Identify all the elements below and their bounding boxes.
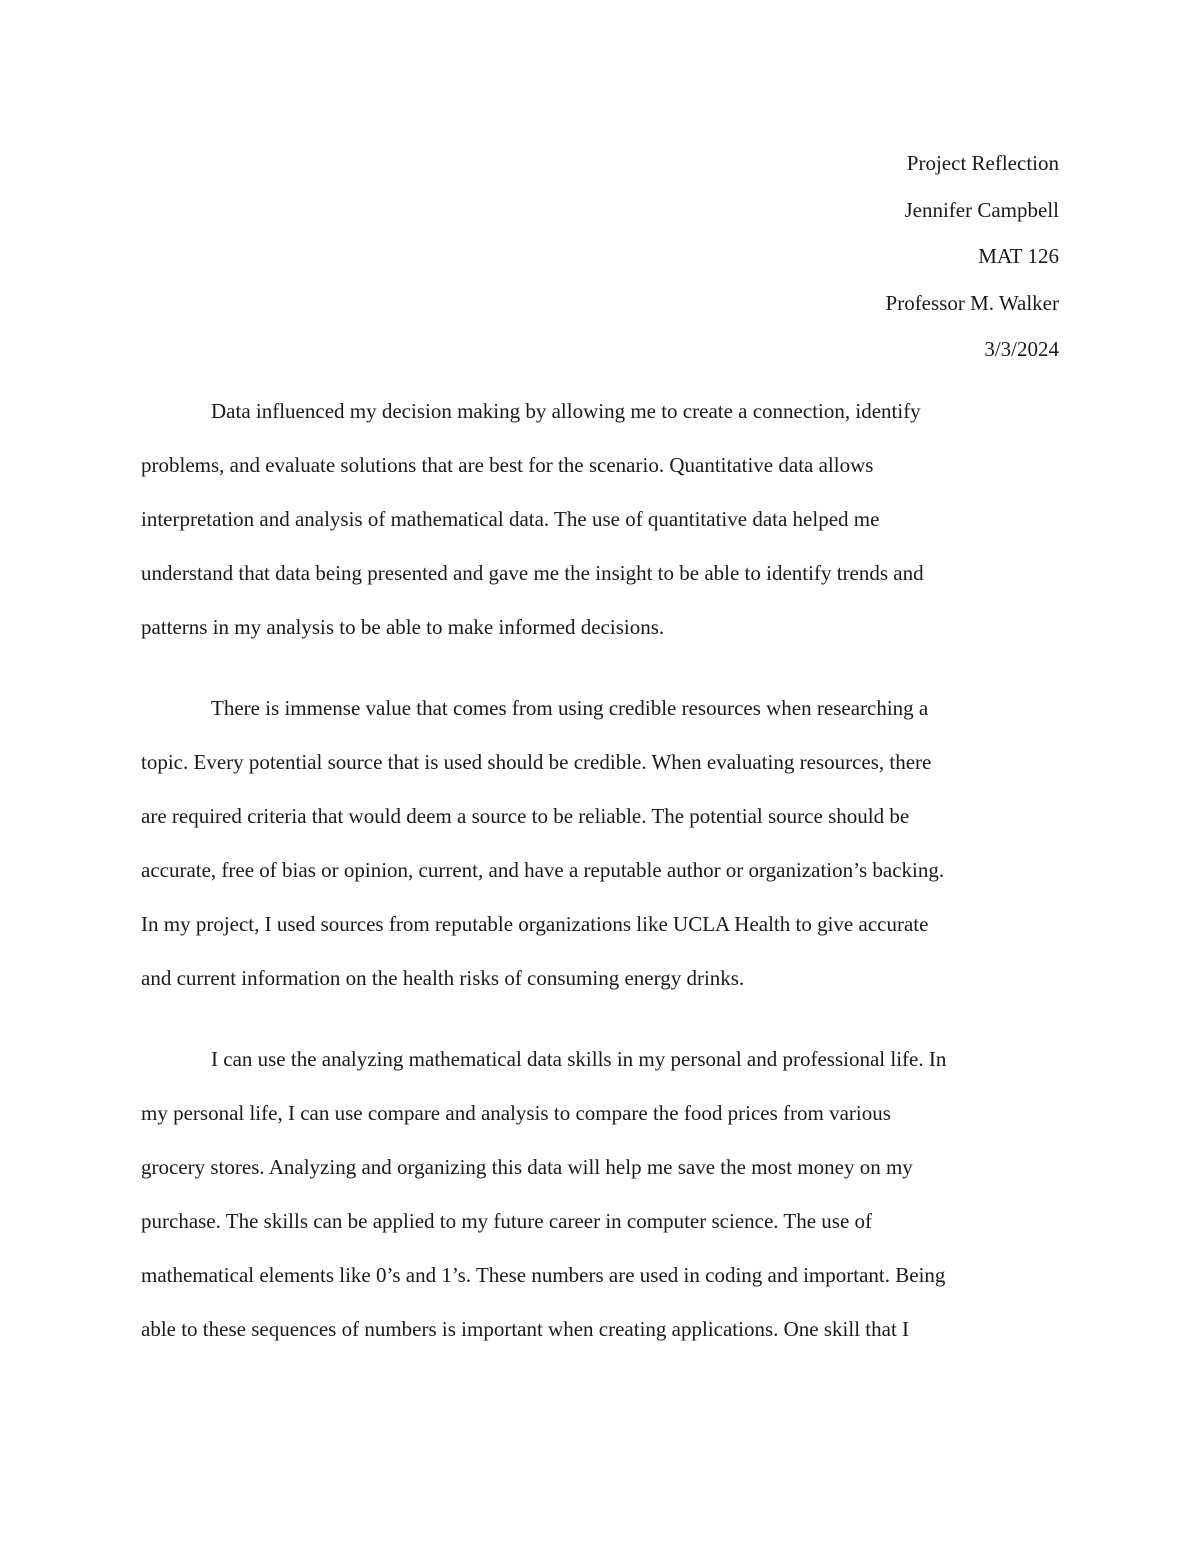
paragraph-line: Data influenced my decision making by allowing me to create a connection, identify xyxy=(211,399,921,423)
paragraph-line: There is immense value that comes from using credible resources when researching a xyxy=(211,696,929,720)
paragraph-line: accurate, free of bias or opinion, current, and have a reputable author or organization’s backing. xyxy=(141,858,945,882)
document-body xyxy=(141,384,1059,1383)
paragraph-line: patterns in my analysis to be able to make informed decisions. xyxy=(141,615,665,639)
author-name: Jennifer Campbell xyxy=(904,197,1059,222)
paragraph-line: I can use the analyzing mathematical data skills in my personal and professional life. In xyxy=(211,1047,947,1071)
paragraph-1 xyxy=(141,384,1059,654)
paragraph-line: problems, and evaluate solutions that are best for the scenario. Quantitative data allows xyxy=(141,453,874,477)
paragraph-2 xyxy=(141,681,1059,1005)
paragraph-line: and current information on the health risks of consuming energy drinks. xyxy=(141,966,745,990)
paragraph-line: topic. Every potential source that is used should be credible. When evaluating resources, there xyxy=(141,750,932,774)
paragraph-line: interpretation and analysis of mathematical data. The use of quantitative data helped me xyxy=(141,507,880,531)
paragraph-line: are required criteria that would deem a source to be reliable. The potential source should be xyxy=(141,804,910,828)
course-code: MAT 126 xyxy=(978,244,1059,268)
instructor-name: Professor M. Walker xyxy=(885,290,1059,315)
paragraph-line: able to these sequences of numbers is important when creating applications. One skill that I xyxy=(141,1317,910,1341)
paragraph-line: In my project, I used sources from reputable organizations like UCLA Health to give accurate xyxy=(141,912,929,936)
paragraph-line: my personal life, I can use compare and analysis to compare the food prices from various xyxy=(141,1101,891,1125)
paragraph-line: purchase. The skills can be applied to my future career in computer science. The use of xyxy=(141,1209,873,1233)
document-header xyxy=(886,140,1059,373)
paragraph-line: understand that data being presented and gave me the insight to be able to identify trends and xyxy=(141,561,924,585)
paragraph-line: grocery stores. Analyzing and organizing this data will help me save the most money on my xyxy=(141,1155,913,1179)
document-date: 3/3/2024 xyxy=(984,337,1059,361)
paragraph-3 xyxy=(141,1032,1059,1356)
paragraph-line: mathematical elements like 0’s and 1’s. These numbers are used in coding and important. Being xyxy=(141,1263,946,1287)
document-title: Project Reflection xyxy=(906,151,1059,175)
